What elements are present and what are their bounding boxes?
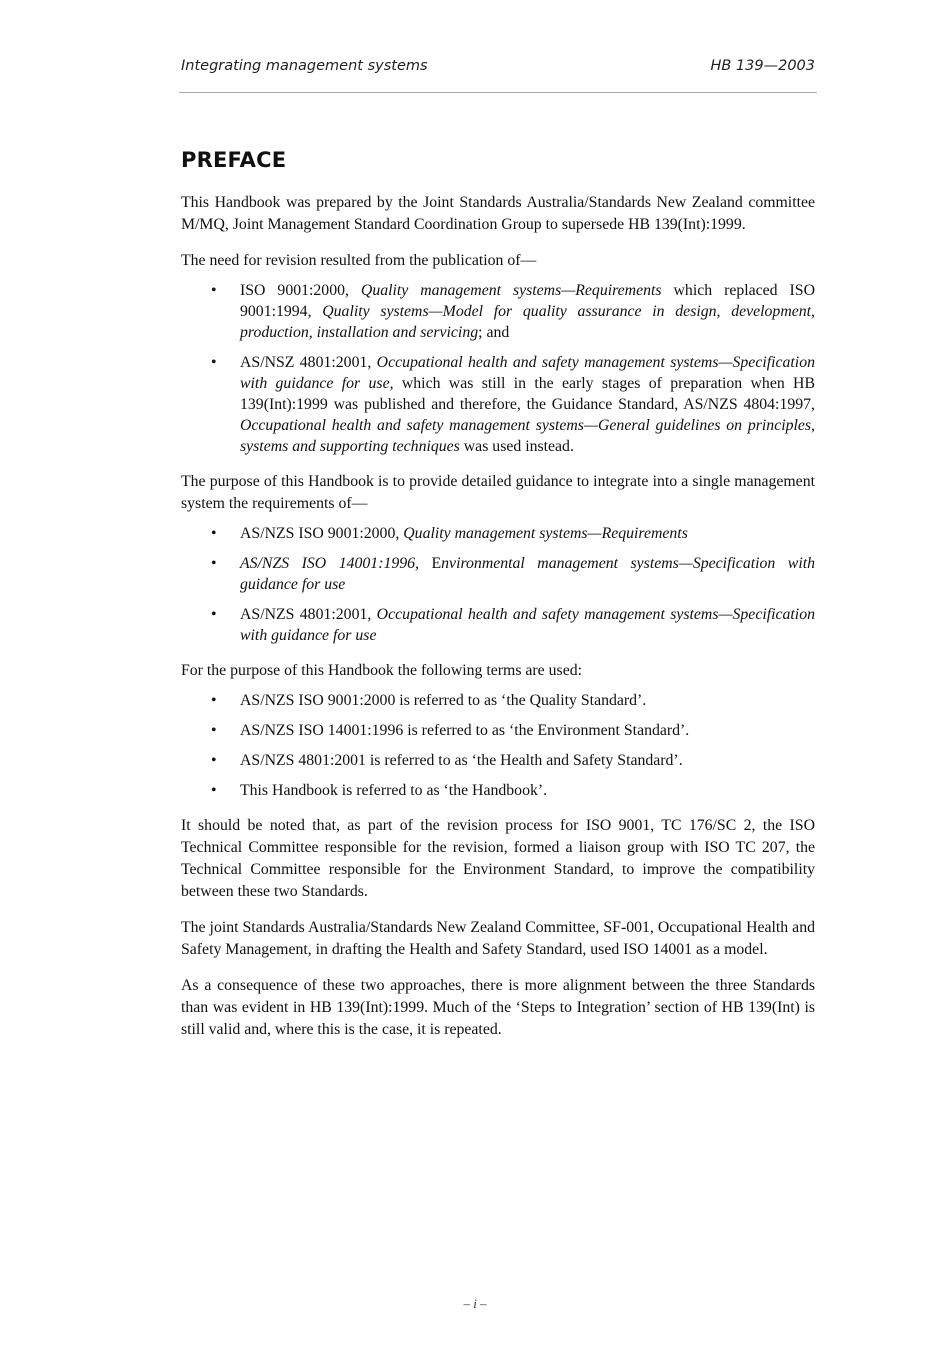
terms-list	[181, 690, 815, 801]
consequence-paragraph: As a consequence of these two approaches, there is more alignment between the three Standards than was evident in HB 139(Int):1999. Much of the ‘Steps to Integration’ section of HB 139(Int) is still valid and, where this is the case, it is repeated.	[181, 977, 815, 1038]
list-item: • AS/NZS ISO 9001:2000, Quality management systems—Requirements	[181, 523, 815, 544]
intro-paragraph: This Handbook was prepared by the Joint Standards Australia/Standards New Zealand committee M/MQ, Joint Management Standard Coordination Group to supersede HB 139(Int):1999.	[181, 194, 815, 233]
revision-list	[181, 280, 815, 457]
list-item: • This Handbook is referred to as ‘the Handbook’.	[181, 780, 815, 801]
revision-intro: The need for revision resulted from the publication of—	[181, 252, 537, 269]
header-title: Integrating management systems	[181, 58, 428, 74]
joint-committee-paragraph: The joint Standards Australia/Standards New Zealand Committee, SF-001, Occupational Health and Safety Management, in drafting the Health and Safety Standard, used ISO 14001 as a model.	[181, 919, 815, 958]
iso-liaison-paragraph: It should be noted that, as part of the revision process for ISO 9001, TC 176/SC 2, the ISO Technical Committee responsible for the revision, formed a liaison group with ISO TC 207, the Technical Committee responsible for the Environment Standard, to improve the compatibility between these two Standards.	[181, 817, 815, 900]
page-number: – i –	[463, 1296, 487, 1311]
header-divider	[179, 92, 817, 93]
purpose-intro: The purpose of this Handbook is to provide detailed guidance to integrate into a single management system the requirements of—	[181, 473, 815, 512]
list-item: • ISO 9001:2000, Quality management systems—Requirements which replaced ISO 9001:1994, Quality systems—Model for quality assurance in design, development, production, installation and servicing; and	[181, 280, 815, 343]
purpose-list	[181, 523, 815, 646]
header-doc-ref: HB 139—2003	[710, 58, 815, 74]
list-item: • AS/NZS 4801:2001, Occupational health and safety management systems—Specification with guidance for use	[181, 604, 815, 646]
list-item: • AS/NSZ 4801:2001, Occupational health and safety management systems—Specification with guidance for use, which was still in the early stages of preparation when HB 139(Int):1999 was published and therefore, the Guidance Standard, AS/NZS 4804:1997, Occupational health and safety management systems—General guidelines on principles, systems and supporting techniques was used instead.	[181, 352, 815, 457]
list-item: • AS/NZS ISO 14001:1996 is referred to as ‘the Environment Standard’.	[181, 720, 815, 741]
list-item: • AS/NZS 4801:2001 is referred to as ‘the Health and Safety Standard’.	[181, 750, 815, 771]
list-item: • AS/NZS ISO 9001:2000 is referred to as ‘the Quality Standard’.	[181, 690, 815, 711]
list-item: • AS/NZS ISO 14001:1996, Environmental management systems—Specification with guidance for use	[181, 553, 815, 595]
page-body	[181, 145, 815, 1055]
page-title: PREFACE	[181, 148, 287, 172]
terms-intro: For the purpose of this Handbook the following terms are used:	[181, 662, 582, 679]
